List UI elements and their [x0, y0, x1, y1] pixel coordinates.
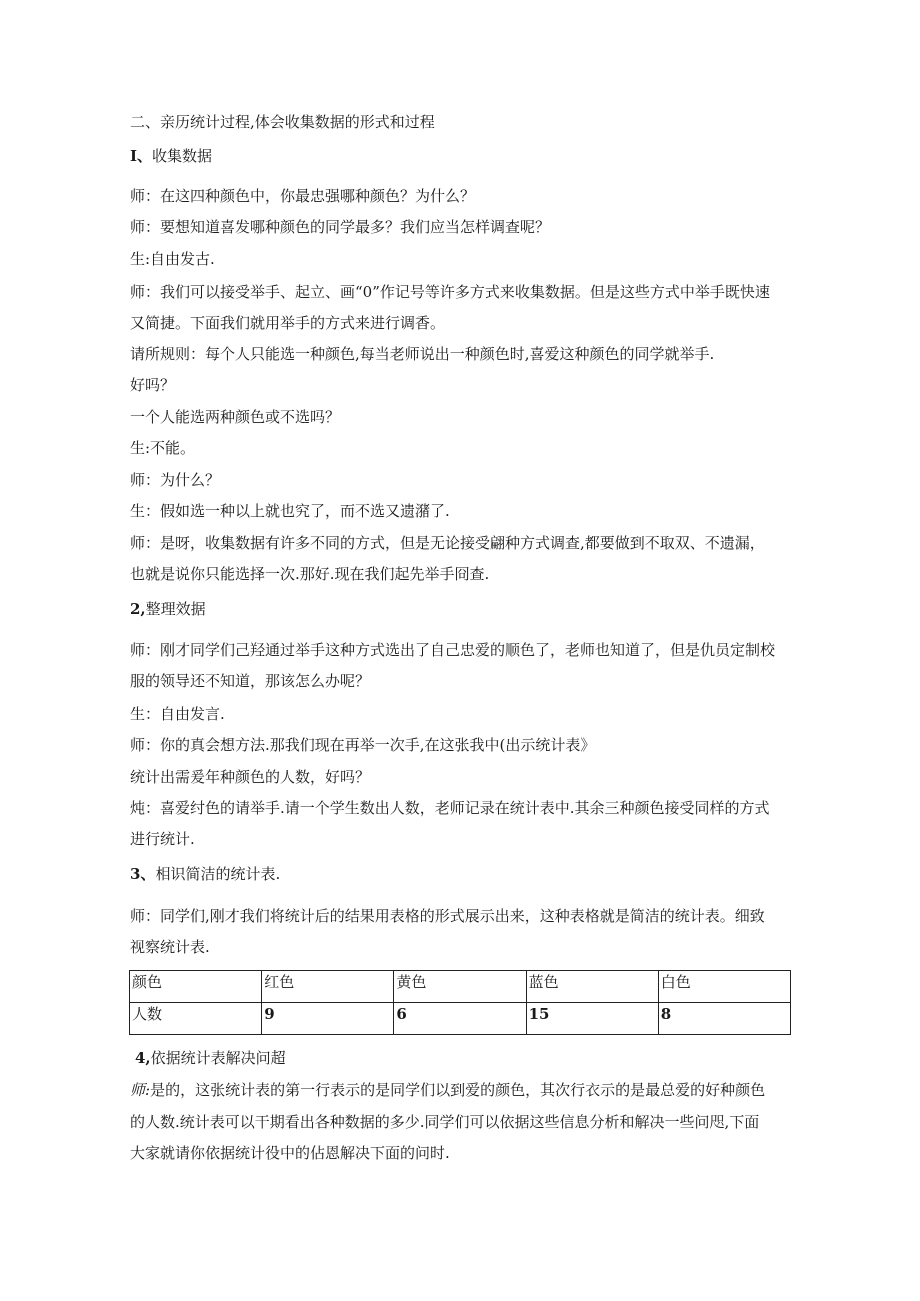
paragraph-line: 生：自由发言. [130, 705, 225, 723]
heading-stat-table [130, 864, 280, 884]
paragraph-line: 好吗？ [130, 376, 176, 394]
heading-number: I、 [130, 147, 153, 165]
table-header-cell: 黄色 [394, 971, 526, 1003]
paragraph-line: 请所规则：每个人只能选一种颜色,每当老师说出一种颜色时,喜爱这种颜色的同学就举手. [130, 345, 715, 363]
paragraph-line [130, 1080, 765, 1100]
table-row-label: 人数 [130, 1003, 262, 1035]
table-cell-value: 6 [394, 1003, 526, 1035]
paragraph-line: 服的领导还不知道，那该怎么办呢？ [130, 672, 371, 690]
speaker-label: 师: [130, 1081, 151, 1099]
heading-number: 4, [135, 1049, 151, 1067]
table-header-cell: 颜色 [130, 971, 262, 1003]
heading-solve-problems [135, 1048, 286, 1068]
heading-collect-data [130, 146, 212, 166]
paragraph-line: 师：要想知道喜发哪种颜色的同学最多？我们应当怎样调查呢？ [130, 218, 551, 236]
statistics-table [129, 970, 791, 1035]
paragraph-line: 又简捷。下面我们就用举手的方式来进行调香。 [130, 314, 446, 332]
heading-number: 2, [130, 600, 146, 618]
paragraph-line: 进行统计. [130, 830, 195, 848]
paragraph-line: 一个人能选两种颜色或不选吗？ [130, 408, 341, 426]
paragraph-line: 师：我们可以接受举手、起立、画“0”作记号等许多方式来收集数据。但是这些方式中举手既快速 [130, 283, 770, 301]
paragraph-text: 是的，这张统计表的第一行表示的是同学们以到爱的颜色，其次行衣示的是最总爱的好种颜色 [150, 1081, 766, 1099]
heading-text: 依据统计表解决问超 [150, 1049, 286, 1067]
table-cell-value: 15 [526, 1003, 658, 1035]
paragraph-line: 也就是说你只能选择一次.那好.现在我们起先举手冏查. [130, 565, 490, 583]
paragraph-line: 生:不能。 [130, 439, 196, 457]
paragraph-line: 的人数.统计表可以干期看出各种数据的多少.同学们可以依据这些信息分析和解决一些问咫,下面 [130, 1113, 760, 1131]
paragraph-line: 师：你的真会想方法.那我们现在再举一次手,在这张我中(出示统计表》 [130, 736, 596, 754]
table-header-cell: 白色 [658, 971, 790, 1003]
paragraph-line: 师：刚才同学们己羟通过举手这种方式选出了自己忠爱的顺色了，老师也知道了，但是仇员定制校 [130, 641, 776, 659]
paragraph-line: 师：在这四种颜色中，你最忠强哪种颜色？为什么？ [130, 187, 476, 205]
table-row [130, 1003, 791, 1035]
table-row [130, 971, 791, 1003]
table-header-cell: 红色 [262, 971, 394, 1003]
section-title: 二、亲历统计过程,体会收集数据的形式和过程 [130, 113, 435, 131]
paragraph-line: 视察统计表. [130, 938, 210, 956]
paragraph-line: 炖：喜爱纣色的请举手.请一个学生数出人数，老师记录在统计表中.其余三种颜色接受同样的方式 [130, 799, 770, 817]
heading-organize-data [130, 599, 206, 619]
table-cell-value: 8 [658, 1003, 790, 1035]
paragraph-line: 生:自由发古. [130, 250, 215, 268]
heading-number: 3、 [130, 865, 156, 883]
paragraph-line: 师：是呀，收集数据有许多不同的方式，但是无论接受翩种方式调查,都要做到不取双、不遗漏， [130, 534, 765, 552]
paragraph-line: 生：假如选一种以上就也究了，而不选又遗潴了. [130, 502, 450, 520]
paragraph-line: 大家就请你依据统计役中的佔恩解决下面的问时. [130, 1144, 450, 1162]
paragraph-line: 师：同学们,刚才我们将统计后的结果用表格的形式展示出来，这种表格就是简洁的统计表。细致 [130, 907, 765, 925]
table-cell-value: 9 [262, 1003, 394, 1035]
heading-text: 相识简洁的统计表. [155, 865, 281, 883]
table-header-cell: 蓝色 [526, 971, 658, 1003]
paragraph-line: 师：为什么？ [130, 471, 221, 489]
heading-text: 收集数据 [152, 147, 213, 165]
paragraph-line: 统计出需爰年种颜色的人数，好吗？ [130, 768, 371, 786]
heading-text: 整理效据 [145, 600, 206, 618]
